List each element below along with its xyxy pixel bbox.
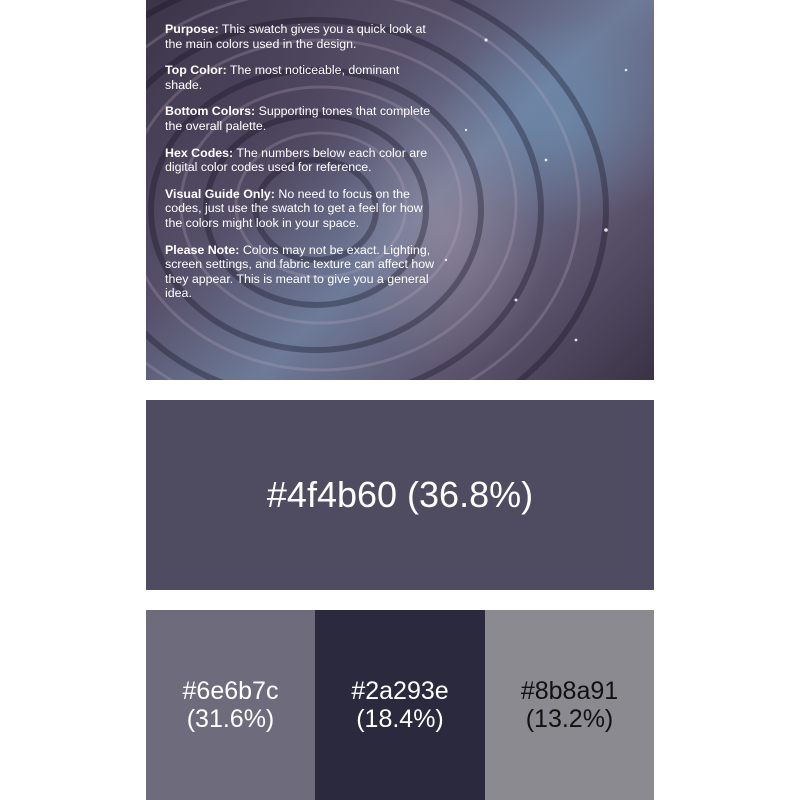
secondary-color-swatch-3 — [485, 610, 654, 800]
secondary-color-swatch-2 — [315, 610, 485, 800]
note-bottom-colors: Bottom Colors: Supporting tones that complete the overall palette. — [165, 104, 431, 133]
note-purpose: Purpose: This swatch gives you a quick look at the main colors used in the design. — [165, 22, 426, 51]
note-visual-guide: Visual Guide Only: No need to focus on the codes, just use the swatch to get a feel for how the colors might look in your space. — [165, 186, 423, 230]
color-percent: (31.6%) — [186, 705, 275, 733]
note-top-color: Top Color: The most noticeable, dominant shade. — [165, 63, 400, 92]
hex-code: #6e6b7c — [182, 677, 279, 705]
artwork-preview — [146, 0, 654, 380]
primary-color-swatch — [146, 400, 654, 590]
hex-code: #8b8a91 — [520, 677, 619, 705]
secondary-color-label — [521, 677, 618, 733]
secondary-color-label — [183, 677, 279, 733]
note-please-note: Please Note: Colors may not be exact. Lighting, screen settings, and fabric texture can affect how they appear. This is meant to give you a general idea. — [165, 242, 435, 301]
hex-code: #2a293e — [351, 677, 449, 705]
secondary-color-label — [351, 677, 448, 733]
color-percent: (18.4%) — [356, 705, 444, 733]
swatch-notes — [165, 22, 437, 313]
primary-color-label: #4f4b60 (36.8%) — [266, 474, 534, 515]
color-percent: (13.2%) — [525, 705, 614, 733]
note-hex-codes: Hex Codes: The numbers below each color are digital color codes used for reference. — [165, 145, 428, 175]
secondary-color-swatch-1 — [146, 610, 315, 800]
